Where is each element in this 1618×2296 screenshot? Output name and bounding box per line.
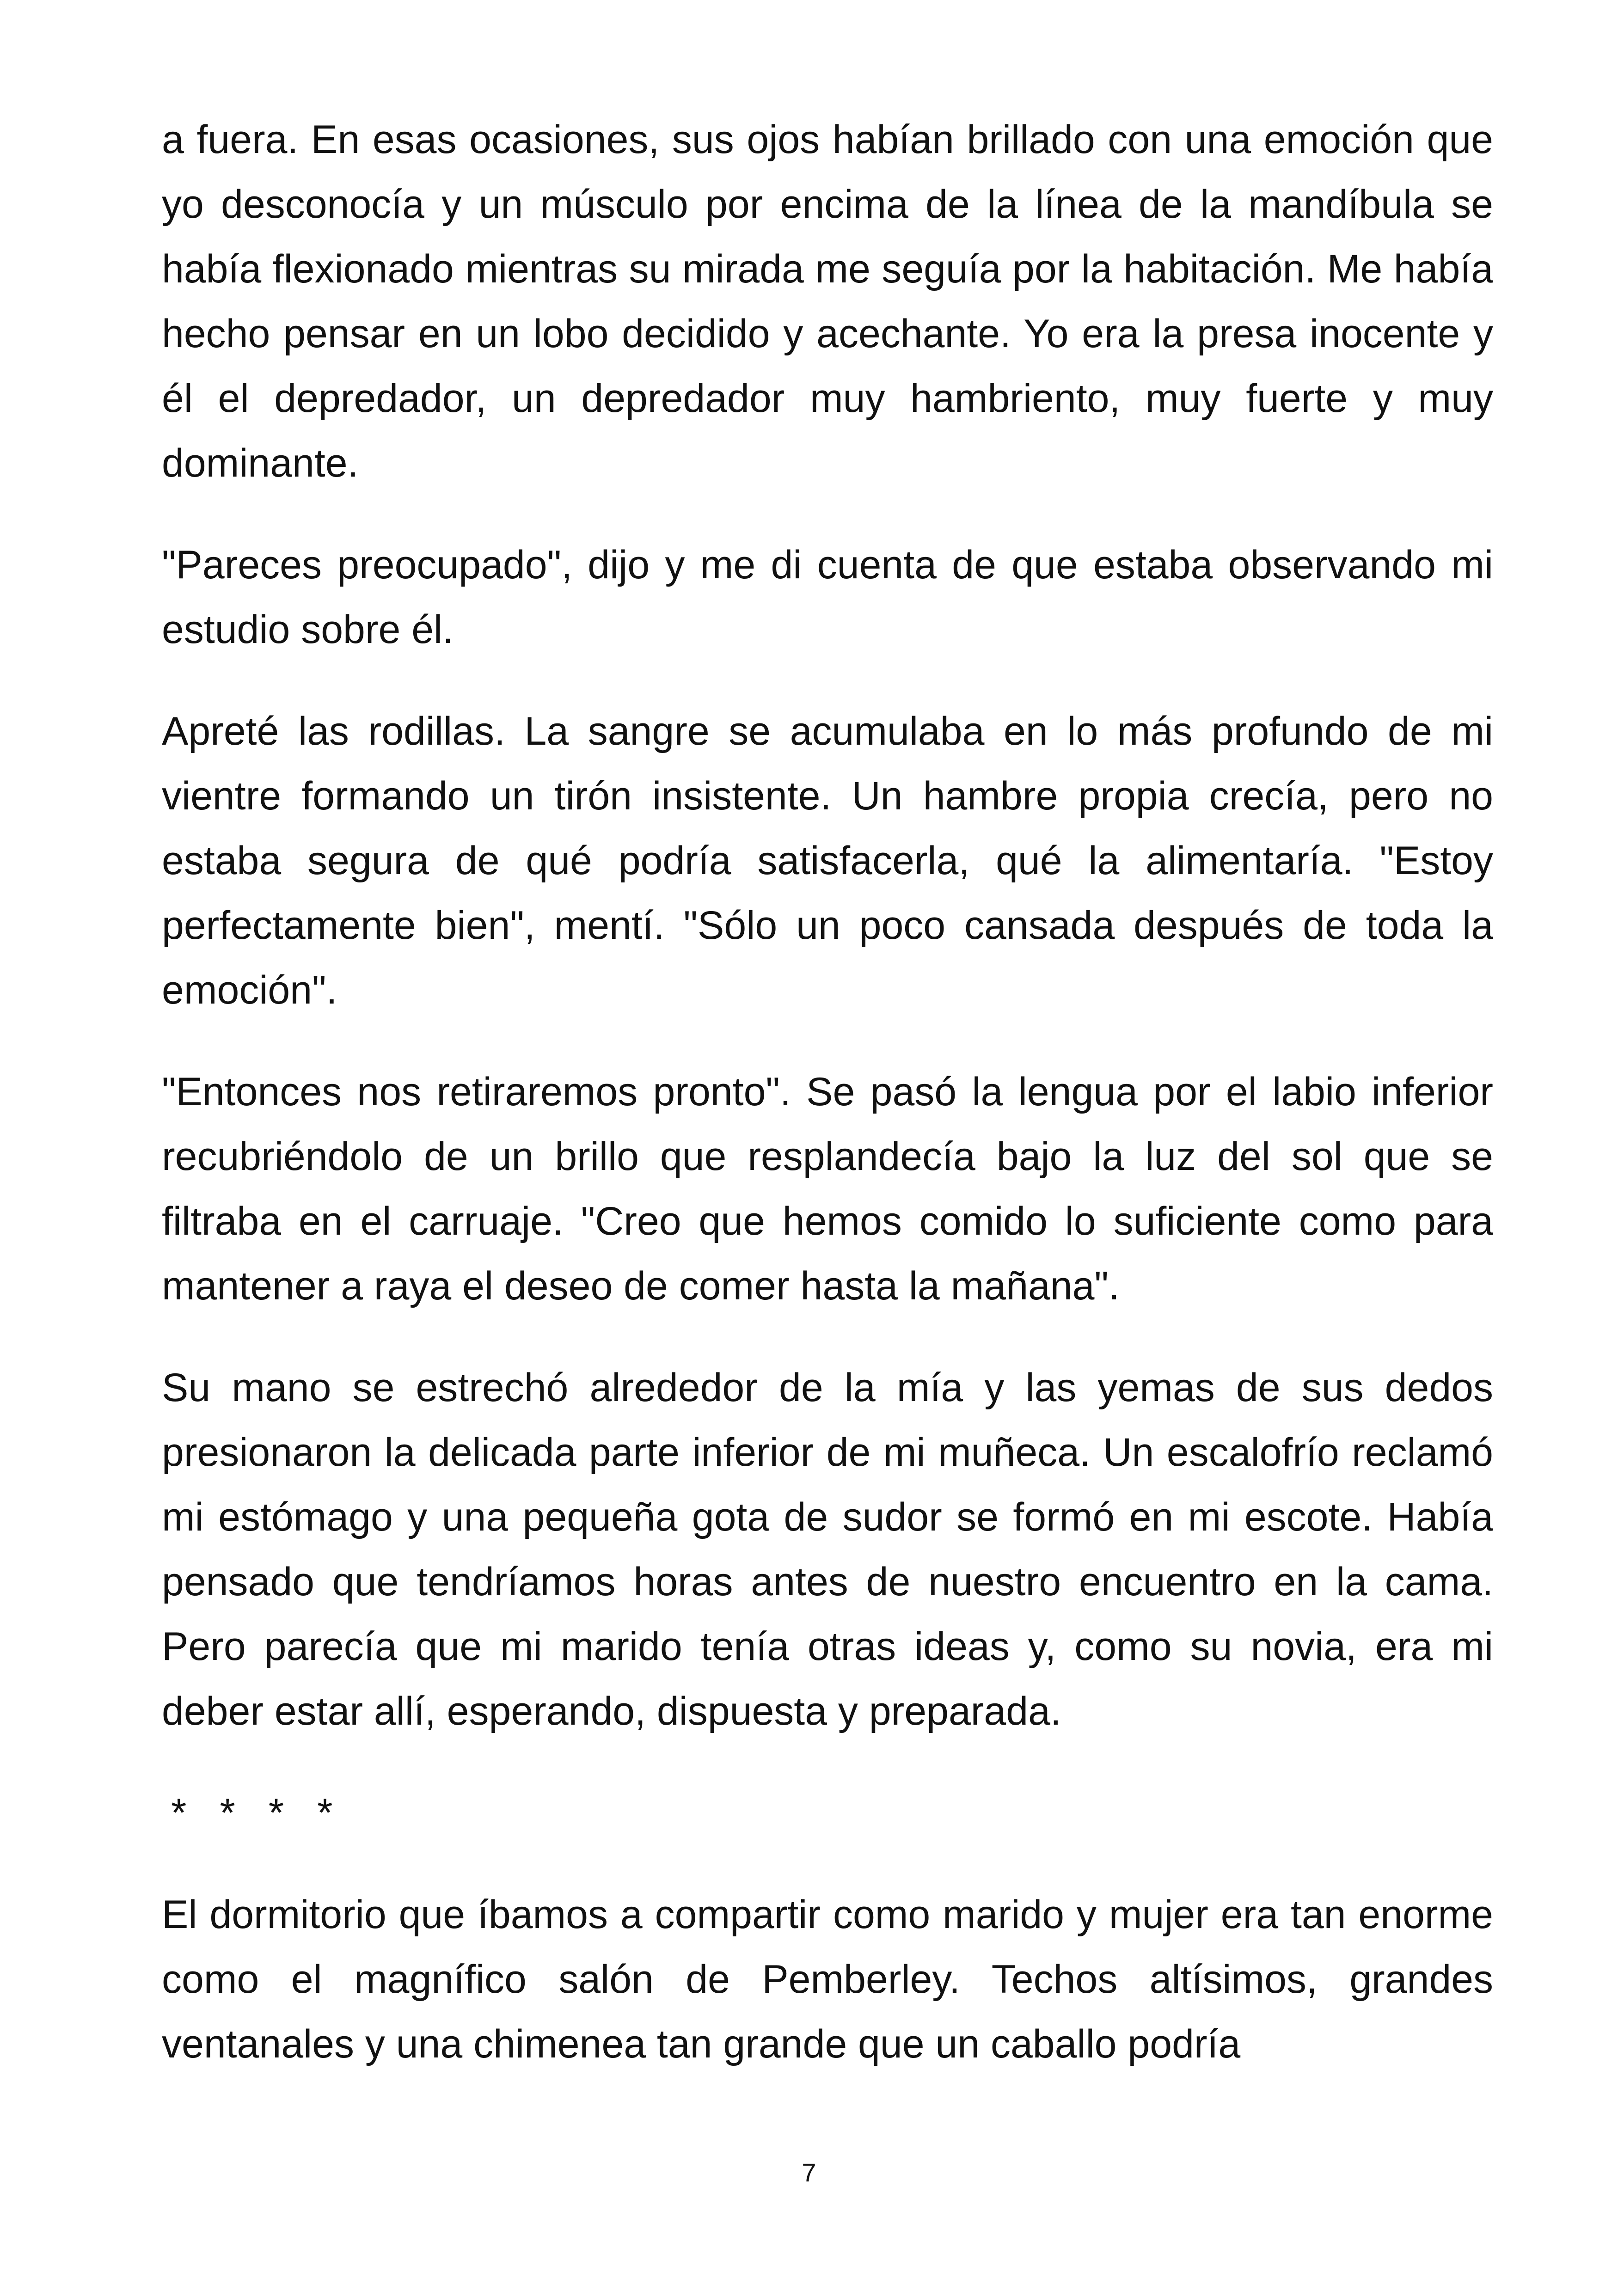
- scene-break: * * * *: [171, 1791, 344, 1835]
- paragraph-5: Su mano se estrechó alrededor de la mía y las yemas de sus dedos presionaron la delicada parte inferior de mi muñeca. Un escalofrío reclamó mi estómago y una pequeña gota de sudor se formó en mi escote. Había pensado que tendríamos horas antes de nuestro encuentro en la cama. Pero parecía que mi marido tenía otras ideas y, como su novia, era mi deber estar allí, esperando, dispuesta y preparada.: [162, 1365, 1493, 1733]
- paragraph-2: "Pareces preocupado", dijo y me di cuenta de que estaba observando mi estudio sobre él.: [162, 543, 1493, 652]
- paragraph-1: a fuera. En esas ocasiones, sus ojos habían brillado con una emoción que yo desconocía y un músculo por encima de la línea de la mandíbula se había flexionado mientras su mirada me seguía por la habitación. Me había hecho pensar en un lobo decidido y acechante. Yo era la presa inocente y él el depredador, un depredador muy hambriento, muy fuerte y muy dominante.: [162, 117, 1493, 485]
- body-text: [162, 107, 1493, 2076]
- page-number: 7: [802, 2158, 816, 2187]
- paragraph-6: El dormitorio que íbamos a compartir como marido y mujer era tan enorme como el magnífico salón de Pemberley. Techos altísimos, grandes ventanales y una chimenea tan grande que un caballo podría: [162, 1892, 1493, 2066]
- paragraph-4: "Entonces nos retiraremos pronto". Se pasó la lengua por el labio inferior recubriéndolo de un brillo que resplandecía bajo la luz del sol que se filtraba en el carruaje. "Creo que hemos comido lo suficiente como para mantener a raya el deseo de comer hasta la mañana".: [162, 1070, 1493, 1308]
- paragraph-3: Apreté las rodillas. La sangre se acumulaba en lo más profundo de mi vientre formando un tirón insistente. Un hambre propia crecía, pero no estaba segura de qué podría satisfacerla, qué la alimentaría. "Estoy perfectamente bien", mentí. "Sólo un poco cansada después de toda la emoción".: [162, 709, 1493, 1012]
